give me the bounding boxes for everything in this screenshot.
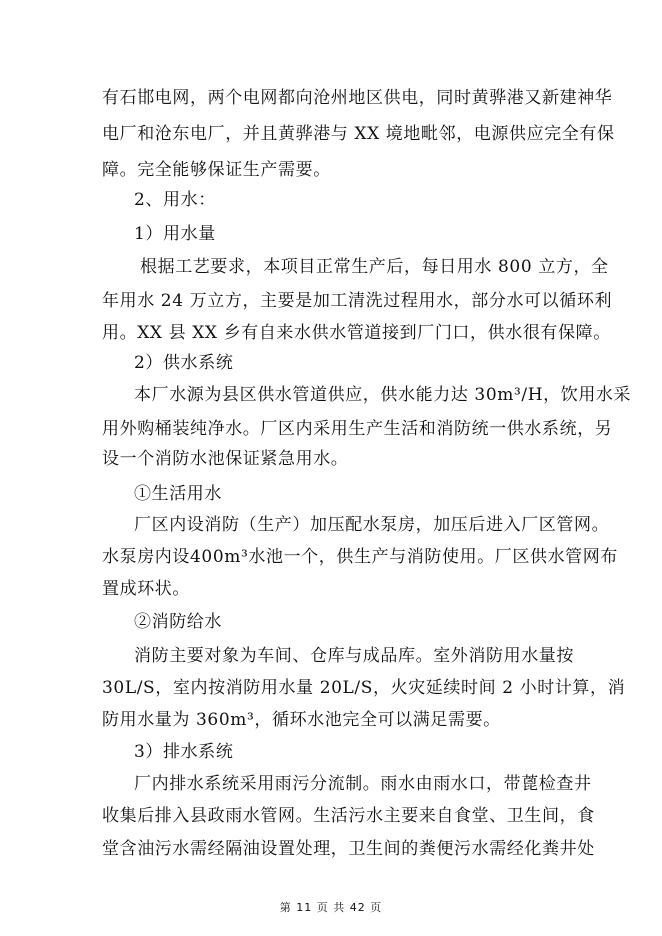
subsection-heading: 2）供水系统 xyxy=(134,353,234,373)
subsection-heading: 1）用水量 xyxy=(134,224,216,244)
text-line: 障。完全能够保证生产需要。 xyxy=(102,160,331,180)
text-line: 防用水量为 360m³，循环水池完全可以满足需要。 xyxy=(102,710,501,730)
page-footer: 第 11 页 共 42 页 xyxy=(279,901,383,914)
text-line: 用。XX 县 XX 乡有自来水供水管道接到厂门口，供水很有保障。 xyxy=(102,323,611,343)
text-line: 消防主要对象为车间、仓库与成品库。室外消防用水量按 xyxy=(134,646,574,666)
text-line: 厂内排水系统采用雨污分流制。雨水由雨水口，带蓖检查井 xyxy=(134,774,592,794)
text-line: 年用水 24 万立方，主要是加工清洗过程用水，部分水可以循环利 xyxy=(102,291,613,311)
subsection-heading: 3）排水系统 xyxy=(134,742,234,762)
subsection-heading: ①生活用水 xyxy=(134,484,222,504)
text-line: 本厂水源为县区供水管道供应，供水能力达 30m³/H，饮用水采 xyxy=(134,385,632,405)
text-line: 有石邯电网，两个电网都向沧州地区供电，同时黄骅港又新建神华 xyxy=(102,88,613,108)
subsection-heading: ②消防给水 xyxy=(134,612,222,632)
text-line: 设一个消防水池保证紧急用水。 xyxy=(102,449,349,469)
text-line: 电厂和沧东电厂，并且黄骅港与 XX 境地毗邻，电源供应完全有保 xyxy=(102,124,615,144)
text-line: 30L/S，室内按消防用水量 20L/S，火灾延续时间 2 小时计算，消 xyxy=(102,678,626,698)
text-line: 用外购桶装纯净水。厂区内采用生产生活和消防统一供水系统，另 xyxy=(102,419,613,439)
text-line: 根据工艺要求，本项目正常生产后，每日用水 800 立方，全 xyxy=(140,257,609,277)
text-line: 收集后排入县政雨水管网。生活污水主要来自食堂、卫生间，食 xyxy=(102,806,595,826)
section-heading: 2、用水： xyxy=(134,190,216,210)
text-line: 置成环状。 xyxy=(102,579,190,599)
text-line: 水泵房内设400m³水池一个，供生产与消防使用。厂区供水管网布 xyxy=(102,547,618,567)
text-line: 堂含油污水需经隔油设置处理，卫生间的粪便污水需经化粪井处 xyxy=(102,839,595,859)
text-line: 厂区内设消防（生产）加压配水泵房，加压后进入厂区管网。 xyxy=(134,515,610,535)
